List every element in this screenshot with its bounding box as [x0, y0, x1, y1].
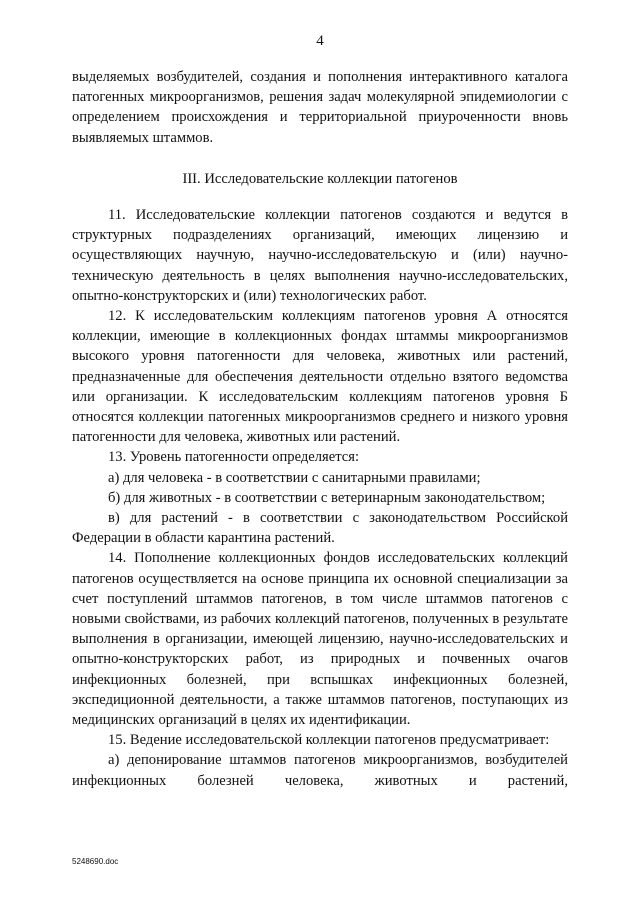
page-number: 4 — [316, 33, 324, 49]
intro-paragraph: выделяемых возбудителей, создания и пополнения интерактивного каталога патогенных микроорганизмов, решения задач молекулярной эпидемиологии с определением происхождения и территориальной приуроченности вновь выявляемых штаммов. — [72, 69, 568, 146]
section-heading: III. Исследовательские коллекции патогенов — [182, 171, 458, 187]
paragraph-13-a: а) для человека - в соответствии с санитарными правилами; — [108, 469, 481, 486]
intro-paragraph-block — [72, 67, 568, 148]
main-text-block — [72, 205, 568, 791]
paragraph-12: 12. К исследовательским коллекциям патогенов уровня А относятся коллекции, имеющие в коллекционных фондах штаммы микроорганизмов высокого уровня патогенности для человека, животных или растений, предназначенные для обеспечения деятельности отдельно взятого ведомства или организации. К исследовательским коллекциям патогенов уровня Б относятся коллекции патогенных микроорганизмов среднего и низкого уровня патогенности для человека, животных или растений. — [72, 308, 568, 446]
paragraph-14: 14. Пополнение коллекционных фондов исследовательских коллекций патогенов осуществляется на основе принципа их основной специализации за счет поступлений штаммов патогенов, в том числе штаммов патогенов с новыми свойствами, из рабочих коллекций патогенов, полученных в результате выполнения в организации, имеющей лицензию, научно-исследовательских и опытно-конструкторских работ, из природных и почвенных очагов инфекционных болезней, при вспышках инфекционных болезней, экспедиционной деятельности, а также штаммов патогенов, поступающих из медицинских организаций в целях их идентификации. — [72, 550, 568, 729]
paragraph-13-c: в) для растений - в соответствии с законодательством Российской Федерации в области карантина растений. — [72, 510, 568, 547]
paragraph-15: 15. Ведение исследовательской коллекции патогенов предусматривает: — [108, 732, 550, 749]
footer-file-code: 5248690.doc — [72, 857, 119, 866]
paragraph-11: 11. Исследовательские коллекции патогенов создаются и ведутся в структурных подразделениях организаций, имеющих лицензию и осуществляющих научную, научно-исследовательскую и (или) научно-техническую деятельность в целях выполнения научно-исследовательских, опытно-конструкторских и (или) технологических работ. — [72, 207, 568, 304]
paragraph-15-a: а) депонирование штаммов патогенов микроорганизмов, возбудителей инфекционных болезней человека, животных и растений, — [72, 752, 568, 789]
paragraph-13-b: б) для животных - в соответствии с ветеринарным законодательством; — [108, 489, 546, 506]
paragraph-13: 13. Уровень патогенности определяется: — [108, 449, 360, 466]
